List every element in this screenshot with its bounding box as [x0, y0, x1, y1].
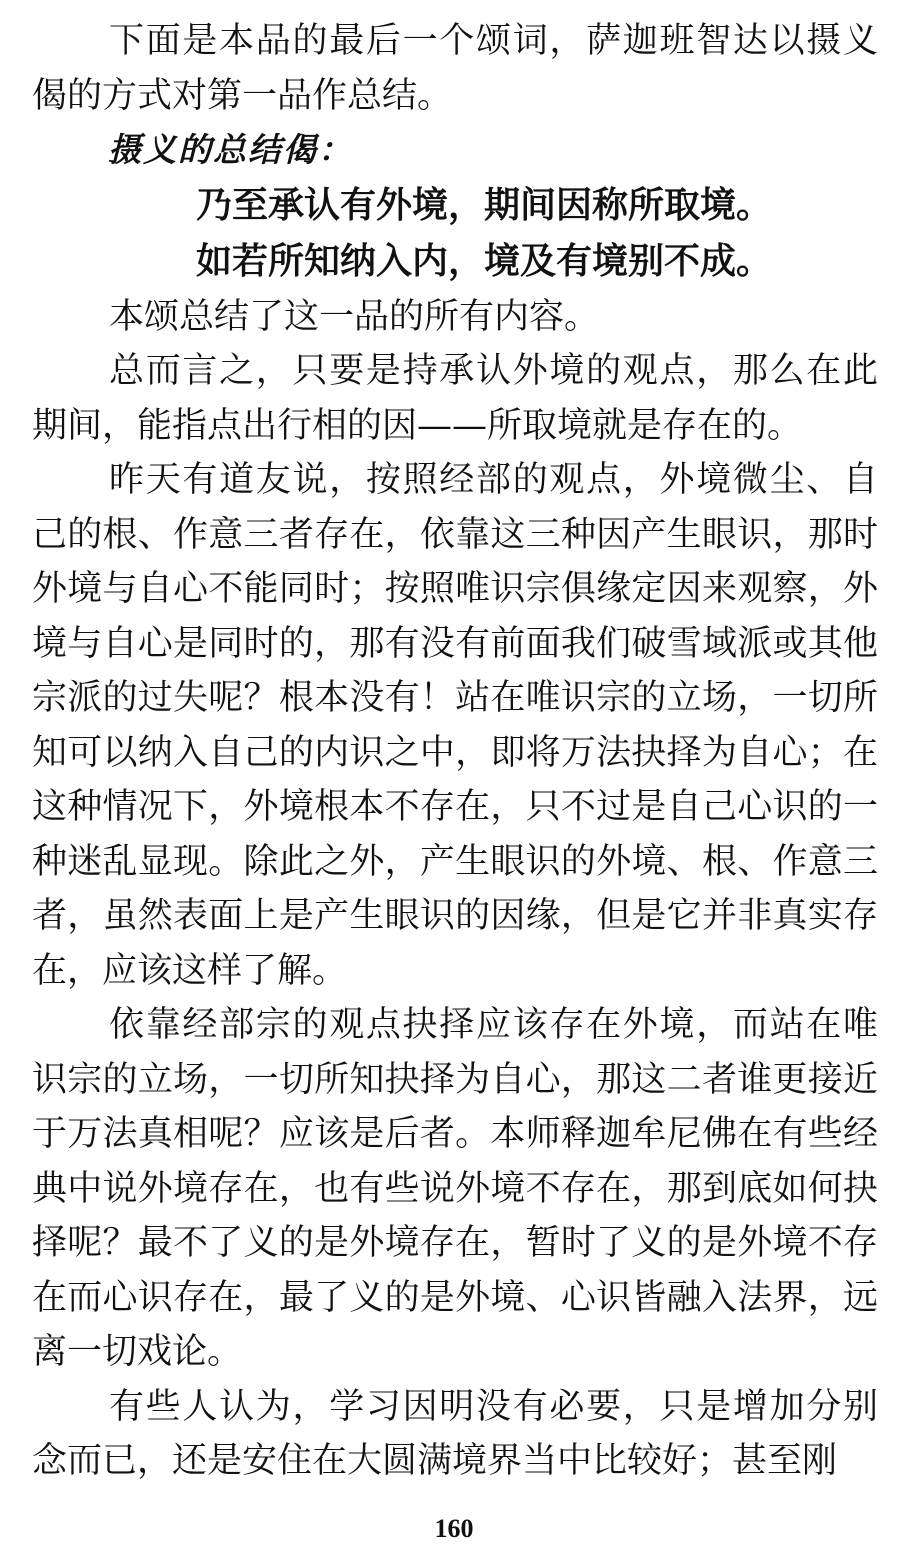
paragraph: 本颂总结了这一品的所有内容。 [109, 296, 600, 337]
paragraph: 依靠经部宗的观点抉择应该存在外境，而站在唯识宗的立场，一切所知抉择为自心，那这二者谁更接近于万法真相呢？应该是后者。本师释迦牟尼佛在有些经典中说外境存在，也有些说外境不存在，那到底如何抉择呢？最不了义的是外境存在，暂时了义的是外境不存在而心识存在，最了义的是外境、心识皆融入法界，远离一切戏论。 [32, 1005, 878, 1372]
page-body [32, 14, 878, 1489]
verse-line: 乃至承认有外境，期间因称所取境。 [196, 184, 773, 226]
verse-line: 如若所知纳入内，境及有境别不成。 [196, 240, 773, 282]
paragraph: 有些人认为，学习因明没有必要，只是增加分别念而已，还是安住在大圆满境界当中比较好；甚至刚 [32, 1386, 878, 1481]
paragraph: 昨天有道友说，按照经部的观点，外境微尘、自己的根、作意三者存在，依靠这三种因产生眼识，那时外境与自心不能同时；按照唯识宗俱缘定因来观察，外境与自心是同时的，那有没有前面我们破雪域派或其他宗派的过失呢？根本没有！站在唯识宗的立场，一切所知可以纳入自己的内识之中，即将万法抉择为自心；在这种情况下，外境根本不存在，只不过是自己心识的一种迷乱显现。除此之外，产生眼识的外境、根、作意三者，虽然表面上是产生眼识的因缘，但是它并非真实存在，应该这样了解。 [32, 460, 878, 991]
summary-verse-heading: 摄义的总结偈： [108, 130, 353, 169]
paragraph: 总而言之，只要是持承认外境的观点，那么在此期间，能指点出行相的因——所取境就是存在的。 [32, 351, 878, 446]
paragraph: 下面是本品的最后一个颂词，萨迦班智达以摄义偈的方式对第一品作总结。 [32, 21, 878, 116]
page-number: 160 [434, 1514, 474, 1543]
